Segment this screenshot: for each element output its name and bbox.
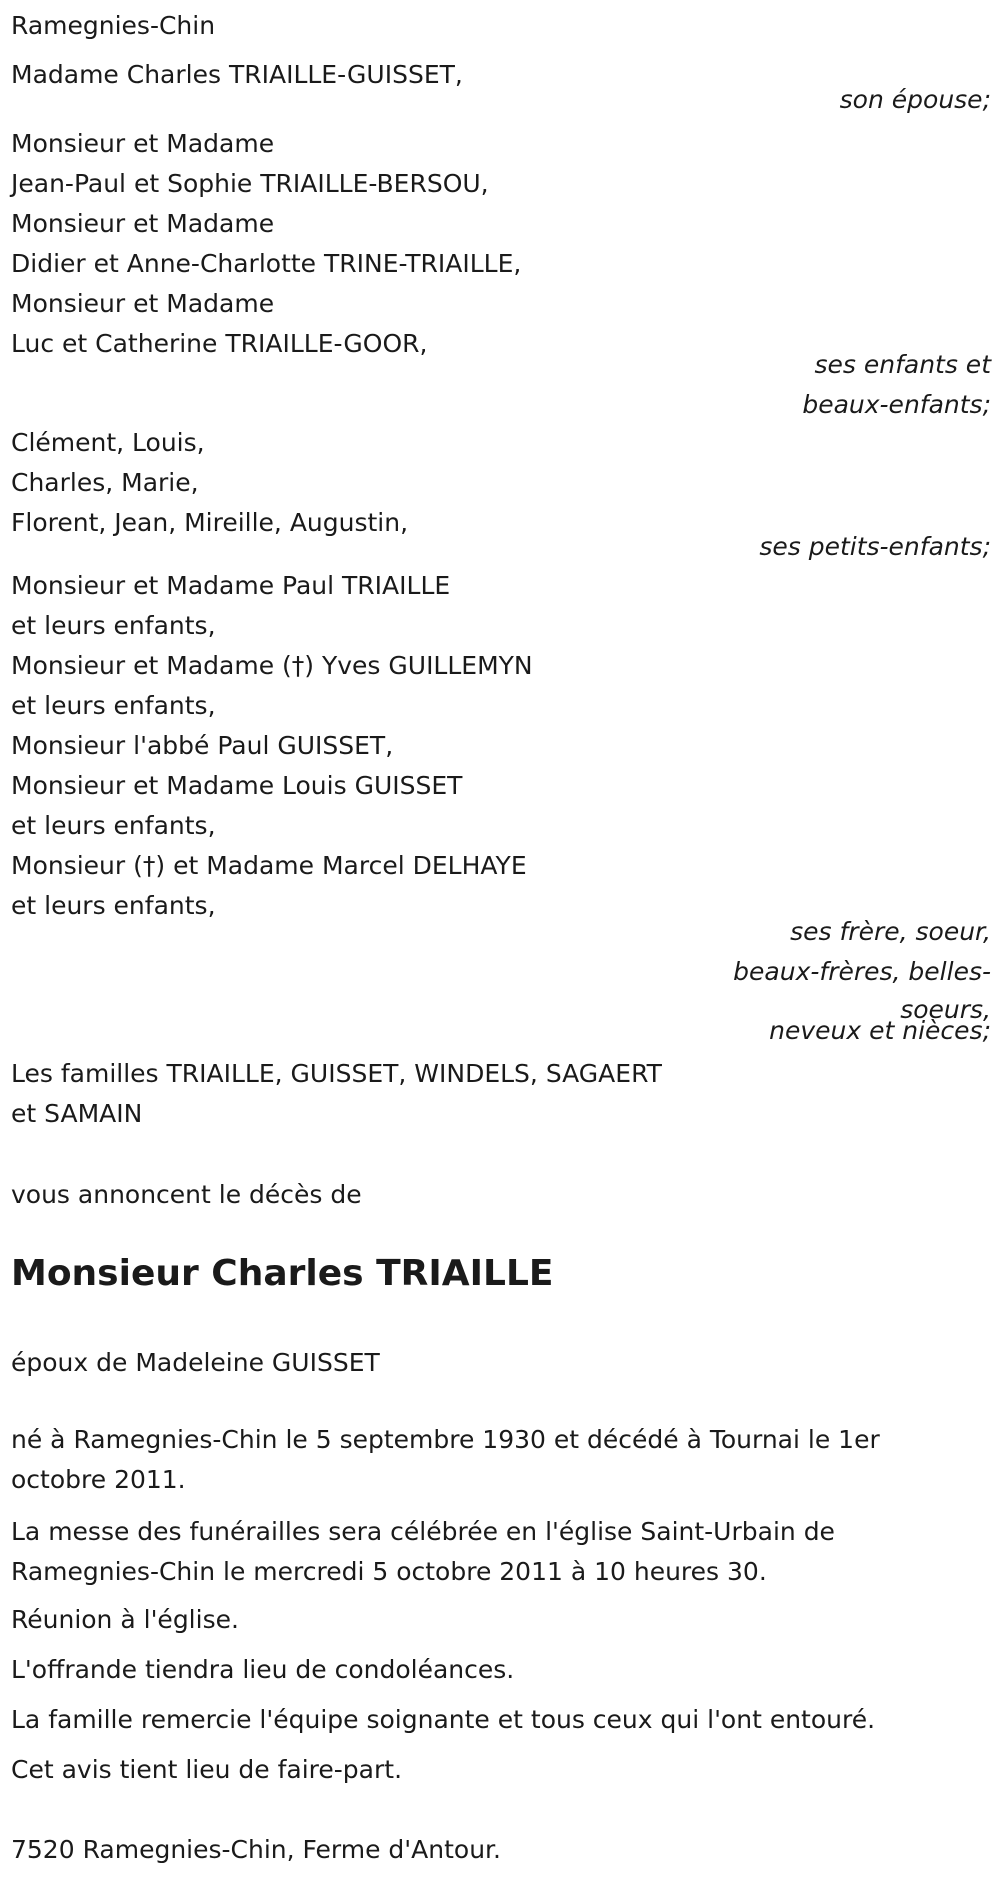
siblings-list xyxy=(11,566,533,926)
siblings-role-1: ses frère, soeur, xyxy=(790,917,991,946)
grandchildren-role: ses petits-enfants; xyxy=(759,532,991,561)
list-item: Jean-Paul et Sophie TRIAILLE-BERSOU, xyxy=(11,169,489,198)
list-item: Monsieur et Madame Paul TRIAILLE xyxy=(11,571,451,600)
children-role-1: ses enfants et xyxy=(814,350,991,379)
list-item: Luc et Catherine TRIAILLE-GOOR, xyxy=(11,329,428,358)
notice-paragraph: Cet avis tient lieu de faire-part. xyxy=(11,1755,403,1784)
location-heading: Ramegnies-Chin xyxy=(11,11,216,40)
list-item: Charles, Marie, xyxy=(11,468,199,497)
list-item: Monsieur l'abbé Paul GUISSET, xyxy=(11,731,394,760)
list-item: Clément, Louis, xyxy=(11,428,205,457)
siblings-role-4: neveux et nièces; xyxy=(769,1016,991,1045)
list-item: et leurs enfants, xyxy=(11,691,216,720)
list-item: Monsieur (†) et Madame Marcel DELHAYE xyxy=(11,851,527,880)
children-list xyxy=(11,124,521,364)
spouse-of: époux de Madeleine GUISSET xyxy=(11,1348,380,1377)
address: 7520 Ramegnies-Chin, Ferme d'Antour. xyxy=(11,1835,501,1864)
spouse-role: son épouse; xyxy=(839,85,991,114)
list-item: Monsieur et Madame xyxy=(11,129,275,158)
list-item: Monsieur et Madame (†) Yves GUILLEMYN xyxy=(11,651,533,680)
list-item: Monsieur et Madame xyxy=(11,289,275,318)
list-item: et leurs enfants, xyxy=(11,811,216,840)
children-role-2: beaux-enfants; xyxy=(802,390,991,419)
list-item: Florent, Jean, Mireille, Augustin, xyxy=(11,508,409,537)
siblings-role-3: soeurs, xyxy=(900,995,991,1024)
announcement-text: vous annoncent le décès de xyxy=(11,1180,362,1209)
list-item: et leurs enfants, xyxy=(11,611,216,640)
list-item: et leurs enfants, xyxy=(11,891,216,920)
offering-paragraph: L'offrande tiendra lieu de condoléances. xyxy=(11,1655,515,1684)
meeting-paragraph: Réunion à l'église. xyxy=(11,1605,239,1634)
families-line-1: Les familles TRIAILLE, GUISSET, WINDELS, SAGAERT xyxy=(11,1059,662,1088)
deceased-name: Monsieur Charles TRIAILLE xyxy=(11,1253,554,1294)
list-item: Monsieur et Madame xyxy=(11,209,275,238)
list-item: Monsieur et Madame Louis GUISSET xyxy=(11,771,463,800)
grandchildren-list xyxy=(11,423,408,543)
funeral-paragraph: La messe des funérailles sera célébrée en l'église Saint-Urbain de Ramegnies-Chin le mercredi 5 octobre 2011 à 10 heures 30. xyxy=(11,1517,835,1586)
spouse-name: Madame Charles TRIAILLE-GUISSET, xyxy=(11,60,463,89)
list-item: Didier et Anne-Charlotte TRINE-TRIAILLE, xyxy=(11,249,522,278)
birth-death-paragraph: né à Ramegnies-Chin le 5 septembre 1930 et décédé à Tournai le 1er octobre 2011. xyxy=(11,1425,880,1494)
siblings-role-2: beaux-frères, belles- xyxy=(733,957,991,986)
families-line-2: et SAMAIN xyxy=(11,1099,143,1128)
thanks-paragraph: La famille remercie l'équipe soignante et tous ceux qui l'ont entouré. xyxy=(11,1705,876,1734)
